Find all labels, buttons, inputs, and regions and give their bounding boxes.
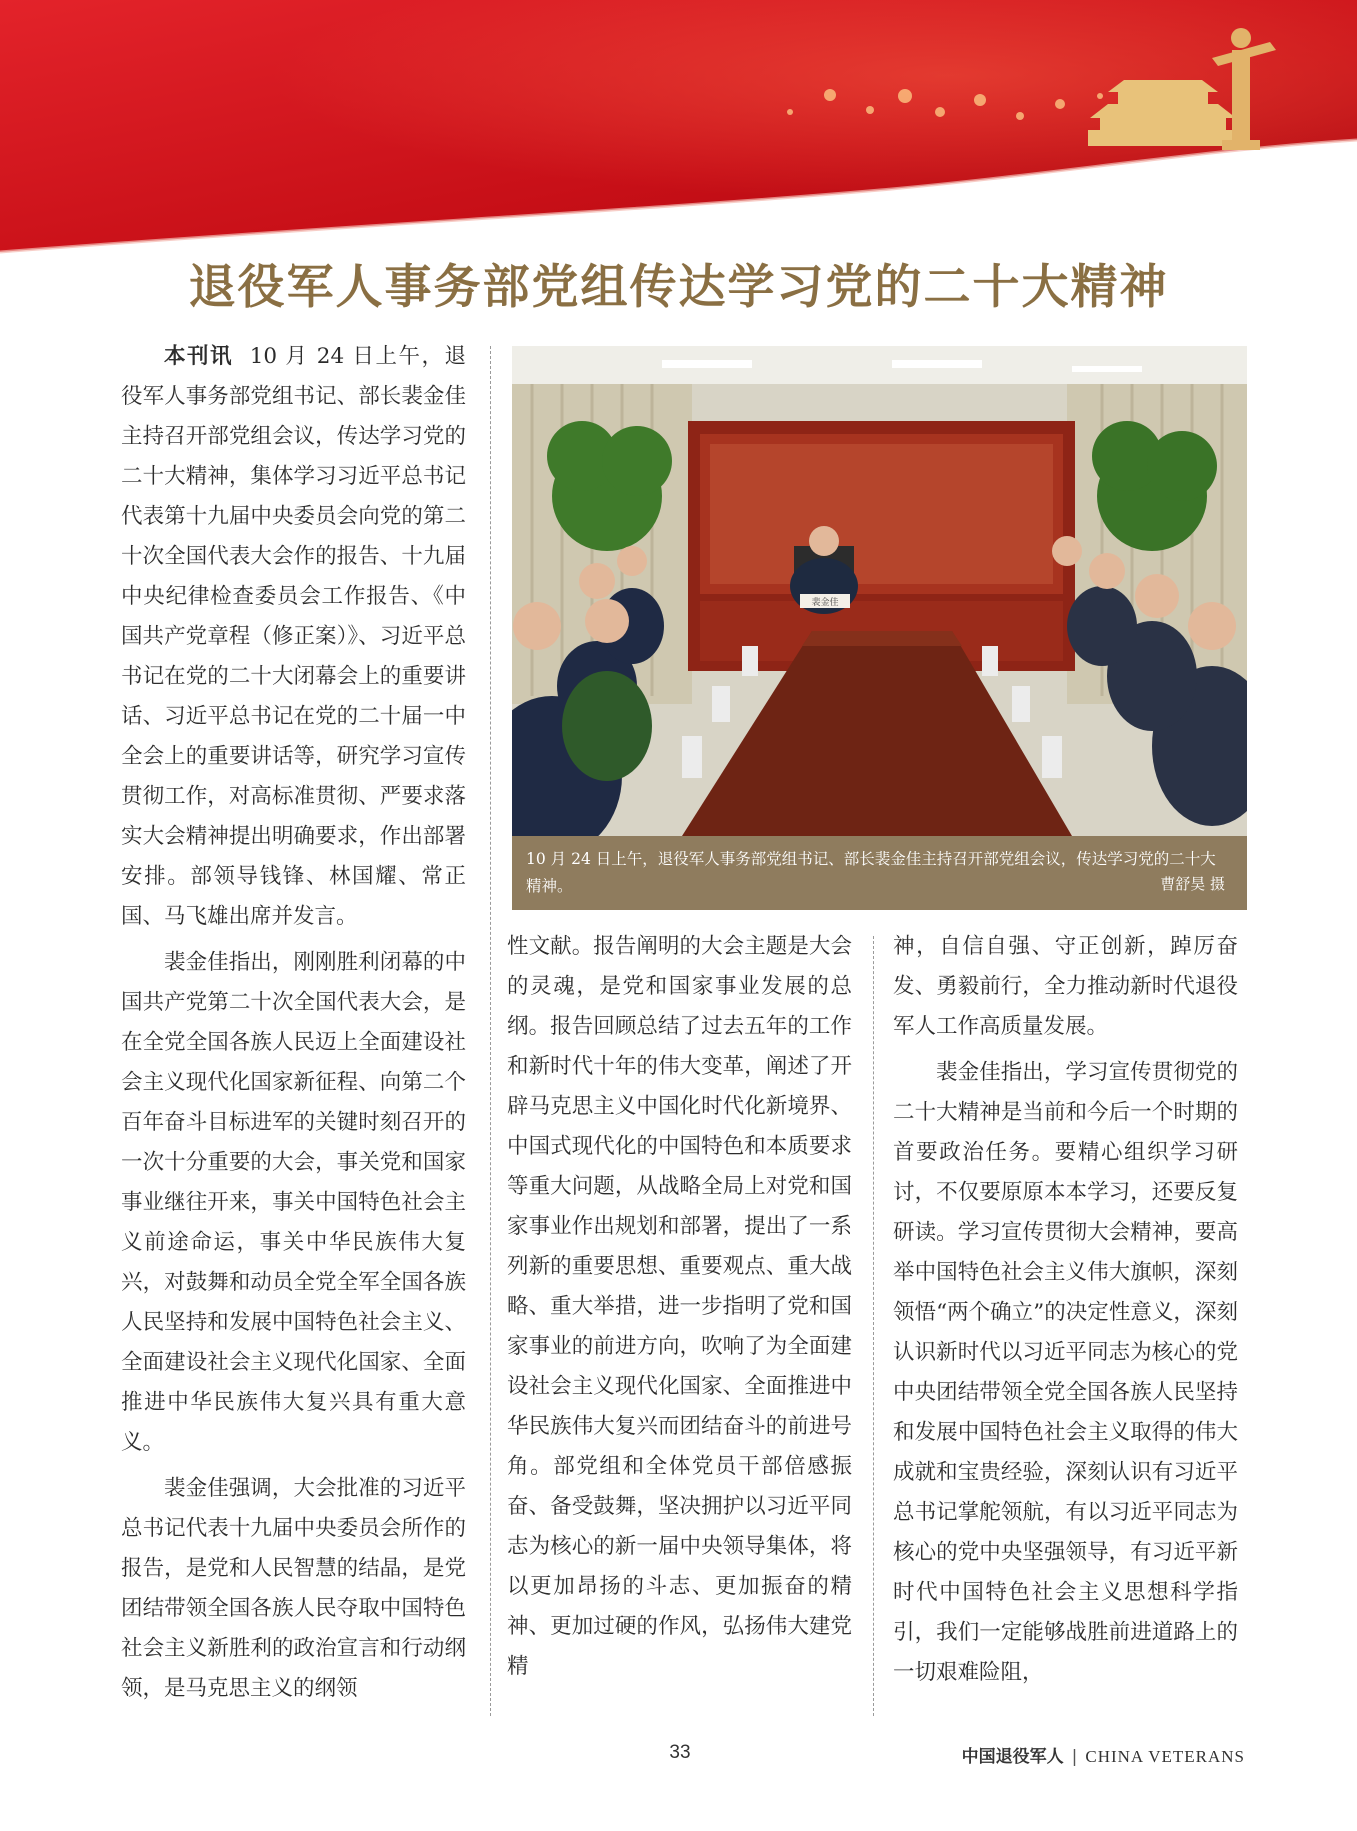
column-3: [893, 927, 1238, 1693]
caption-text: 10 月 24 日上午，退役军人事务部党组书记、部长裴金佳主持召开部党组会议，传达学习党的二十大精神。: [526, 850, 1216, 895]
column-1: [121, 337, 466, 1709]
paragraph: [121, 337, 466, 937]
magazine-name-en: CHINA VETERANS: [1085, 1747, 1245, 1766]
paragraph: 神，自信自强、守正创新，踔厉奋发、勇毅前行，全力推动新时代退役军人工作高质量发展。: [893, 934, 1238, 1039]
meeting-photo: [512, 346, 1247, 910]
column-2: [507, 927, 852, 1687]
page-number: 33: [669, 1742, 691, 1763]
lead-label: 本刊讯: [164, 344, 234, 369]
column-divider: [873, 936, 874, 1716]
paragraph-text: 10 月 24 日上午，退役军人事务部党组书记、部长裴金佳主持召开部党组会议，传达学习党的二十大精神，集体学习习近平总书记代表第十九届中央委员会向党的第二十次全国代表大会作的报告、十九届中央纪律检查委员会工作报告、《中国共产党章程（修正案）》、习近平总书记在党的二十大闭幕会上的重要讲话、习近平总书记在党的二十届一中全会上的重要讲话等，研究学习宣传贯彻工作，对高标准贯彻、严要求落实大会精神提出明确要求，作出部署安排。部领导钱锋、林国耀、常正国、马飞雄出席并发言。: [121, 344, 466, 929]
nameplate-label: 裴金佳: [811, 598, 839, 608]
paragraph: 裴金佳指出，刚刚胜利闭幕的中国共产党第二十次全国代表大会，是在全党全国各族人民迈上全面建设社会主义现代化国家新征程、向第二个百年奋斗目标进军的关键时刻召开的一次十分重要的大会，事关党和国家事业继往开来，事关中国特色社会主义前途命运，事关中华民族伟大复兴，对鼓舞和动员全党全军全国各族人民坚持和发展中国特色社会主义、全面建设社会主义现代化国家、全面推进中华民族伟大复兴具有重大意义。: [121, 950, 466, 1455]
header-banner: [0, 0, 1357, 260]
footer-separator: |: [1071, 1747, 1078, 1767]
magazine-name-cn: 中国退役军人: [961, 1747, 1064, 1767]
article-title: 退役军人事务部党组传达学习党的二十大精神: [188, 260, 1169, 315]
paragraph: 性文献。报告阐明的大会主题是大会的灵魂，是党和国家事业发展的总纲。报告回顾总结了过去五年的工作和新时代十年的伟大变革，阐述了开辟马克思主义中国化时代化新境界、中国式现代化的中国特色和本质要求等重大问题，从战略全局上对党和国家事业作出规划和部署，提出了一系列新的重要思想、重要观点、重大战略、重大举措，进一步指明了党和国家事业的前进方向，吹响了为全面建设社会主义现代化国家、全面推进中华民族伟大复兴而团结奋斗的前进号角。部党组和全体党员干部倍感振奋、备受鼓舞，坚决拥护以习近平同志为核心的新一届中央领导集体，将以更加昂扬的斗志、更加振奋的精神、更加过硬的作风，弘扬伟大建党精: [507, 934, 852, 1679]
photo-caption: [512, 836, 1247, 910]
magazine-footer: [962, 1742, 1245, 1767]
photo-credit: 曹舒昊 摄: [1160, 875, 1225, 893]
column-divider: [490, 346, 491, 1716]
paragraph: 裴金佳指出，学习宣传贯彻党的二十大精神是当前和今后一个时期的首要政治任务。要精心组织学习研讨，不仅要原原本本学习，还要反复研读。学习宣传贯彻大会精神，要高举中国特色社会主义伟大旗帜，深刻领悟“两个确立”的决定性意义，深刻认识新时代以习近平同志为核心的党中央团结带领全党全国各族人民坚持和发展中国特色社会主义取得的伟大成就和宝贵经验，深刻认识有习近平总书记掌舵领航，有以习近平同志为核心的党中央坚强领导，有习近平新时代中国特色社会主义思想科学指引，我们一定能够战胜前进道路上的一切艰难险阻，: [893, 1060, 1238, 1685]
paragraph: 裴金佳强调，大会批准的习近平总书记代表十九届中央委员会所作的报告，是党和人民智慧的结晶，是党团结带领全国各族人民夺取中国特色社会主义新胜利的政治宣言和行动纲领，是马克思主义的纲领: [121, 1476, 466, 1701]
